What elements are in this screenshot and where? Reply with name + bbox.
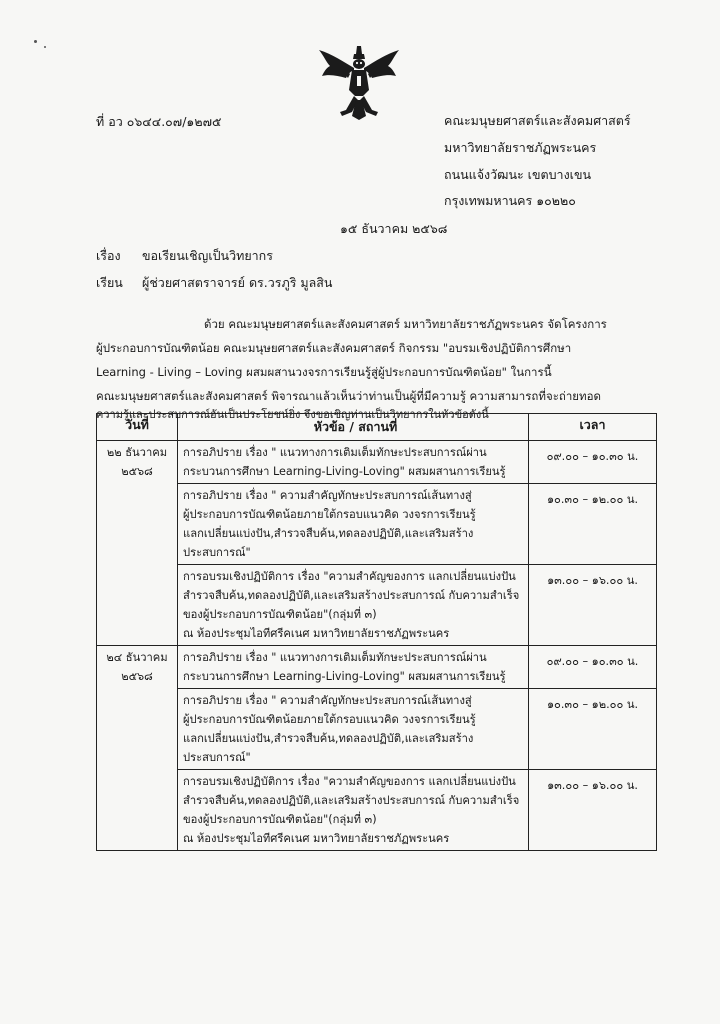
time-value: ๑๓.๐๐ – ๑๖.๐๐ น.: [547, 779, 638, 792]
date-day: ๒๔ ธันวาคม: [106, 651, 168, 664]
body-line: ผู้ประกอบการบัณฑิตน้อย คณะมนุษยศาสตร์และสังคมศาสตร์ กิจกรรม "อบรมเชิงปฏิบัติการศึกษา: [96, 341, 572, 355]
column-header-topic: หัวข้อ / สถานที่: [178, 414, 529, 441]
topic-line: การอภิปราย เรื่อง " ความสำคัญทักษะประสบการณ์เส้นทางสู่: [183, 694, 472, 707]
time-value: ๑๐.๓๐ – ๑๒.๐๐ น.: [546, 493, 639, 506]
letter-date: ๑๕ ธันวาคม ๒๕๖๘: [340, 221, 448, 236]
time-cell: [529, 689, 657, 770]
topic-line: สำรวจสืบค้น,ทดลองปฏิบัติ,และเสริมสร้างประสบการณ์ กับความสำเร็จ: [183, 794, 520, 807]
table-row: [97, 441, 657, 484]
topic-line: การอบรมเชิงปฏิบัติการ เรื่อง "ความสำคัญของการ แลกเปลี่ยนแบ่งปัน: [183, 775, 516, 788]
topic-line: กระบวนการศึกษา Learning-Living-Loving" ผสมผสานการเรียนรู้: [183, 465, 506, 478]
topic-line: การอภิปราย เรื่อง " แนวทางการเติมเต็มทักษะประสบการณ์ผ่าน: [183, 446, 487, 459]
topic-line: การอภิปราย เรื่อง " ความสำคัญทักษะประสบการณ์เส้นทางสู่: [183, 489, 472, 502]
topic-line: ณ ห้องประชุมไอทีศรีคเนศ มหาวิทยาลัยราชภัฏพระนคร: [183, 627, 450, 640]
recipient-name: ผู้ช่วยศาสตราจารย์ ดร.วรภูริ มูลสิน: [142, 275, 333, 290]
column-header-time: เวลา: [529, 414, 657, 441]
time-value: ๑๓.๐๐ – ๑๖.๐๐ น.: [547, 574, 638, 587]
subject-text: ขอเรียนเชิญเป็นวิทยากร: [142, 248, 273, 263]
date-cell: [97, 441, 178, 646]
time-cell: [529, 770, 657, 851]
topic-cell: [178, 770, 529, 851]
date-year: ๒๕๖๘: [121, 465, 153, 478]
topic-line: การอภิปราย เรื่อง " แนวทางการเติมเต็มทักษะประสบการณ์ผ่าน: [183, 651, 487, 664]
topic-line: ของผู้ประกอบการบัณฑิตน้อย"(กลุ่มที่ ๓): [183, 813, 377, 826]
topic-cell: [178, 565, 529, 646]
sender-address-line: คณะมนุษยศาสตร์และสังคมศาสตร์: [444, 113, 631, 128]
time-cell: [529, 484, 657, 565]
sender-address-line: มหาวิทยาลัยราชภัฏพระนคร: [444, 140, 597, 155]
topic-line: ผู้ประกอบการบัณฑิตน้อยภายใต้กรอบแนวคิด วงจรการเรียนรู้: [183, 713, 476, 726]
schedule-table: [96, 413, 657, 851]
topic-line: ณ ห้องประชุมไอทีศรีคเนศ มหาวิทยาลัยราชภัฏพระนคร: [183, 832, 450, 845]
time-value: ๑๐.๓๐ – ๑๒.๐๐ น.: [546, 698, 639, 711]
topic-line: ผู้ประกอบการบัณฑิตน้อยภายใต้กรอบแนวคิด วงจรการเรียนรู้: [183, 508, 476, 521]
topic-line: ของผู้ประกอบการบัณฑิตน้อย"(กลุ่มที่ ๓): [183, 608, 377, 621]
sender-address-line: กรุงเทพมหานคร ๑๐๒๒๐: [444, 193, 576, 208]
topic-cell: [178, 646, 529, 689]
column-header-date: วันที่: [97, 414, 178, 441]
topic-line: กระบวนการศึกษา Learning-Living-Loving" ผสมผสานการเรียนรู้: [183, 670, 506, 683]
topic-line: การอบรมเชิงปฏิบัติการ เรื่อง "ความสำคัญของการ แลกเปลี่ยนแบ่งปัน: [183, 570, 516, 583]
reference-number: ที่ อว ๐๖๔๔.๐๗/๑๒๗๕: [96, 114, 222, 129]
body-line: ด้วย คณะมนุษยศาสตร์และสังคมศาสตร์ มหาวิทยาลัยราชภัฏพระนคร จัดโครงการ: [204, 317, 607, 331]
body-line: คณะมนุษยศาสตร์และสังคมศาสตร์ พิจารณาแล้วเห็นว่าท่านเป็นผู้ที่มีความรู้ ความสามารถที่จะถ่ายทอด: [96, 389, 601, 403]
topic-cell: [178, 484, 529, 565]
time-cell: [529, 646, 657, 689]
table-row: [97, 689, 657, 770]
date-cell: [97, 646, 178, 851]
date-year: ๒๕๖๘: [121, 670, 153, 683]
body-line: Learning - Living – Loving ผสมผสานวงจรการเรียนรู้สู่ผู้ประกอบการบัณฑิตน้อย" ในการนี้: [96, 365, 552, 379]
time-cell: [529, 441, 657, 484]
date-day: ๒๒ ธันวาคม: [106, 446, 168, 459]
table-row: [97, 646, 657, 689]
topic-cell: [178, 689, 529, 770]
topic-line: ประสบการณ์": [183, 546, 251, 559]
scan-speck: [44, 46, 46, 48]
topic-line: แลกเปลี่ยนแบ่งปัน,สำรวจสืบค้น,ทดลองปฏิบัติ,และเสริมสร้าง: [183, 527, 474, 540]
body-line: ความรู้และประสบการณ์อันเป็นประโยชน์ยิ่ง จึงขอเชิญท่านเป็นวิทยากรในหัวข้อดังนี้: [96, 408, 489, 421]
topic-line: สำรวจสืบค้น,ทดลองปฏิบัติ,และเสริมสร้างประสบการณ์ กับความสำเร็จ: [183, 589, 520, 602]
time-cell: [529, 565, 657, 646]
sender-address-line: ถนนแจ้งวัฒนะ เขตบางเขน: [444, 167, 592, 182]
scan-speck: [34, 40, 37, 43]
time-value: ๐๙.๐๐ – ๑๐.๓๐ น.: [546, 655, 639, 668]
recipient-label: เรียน: [96, 275, 123, 290]
topic-cell: [178, 441, 529, 484]
subject-label: เรื่อง: [96, 248, 121, 263]
topic-line: ประสบการณ์": [183, 751, 251, 764]
table-row: [97, 565, 657, 646]
table-header-row: [97, 414, 657, 441]
garuda-emblem: [316, 44, 402, 122]
table-row: [97, 770, 657, 851]
table-row: [97, 484, 657, 565]
topic-line: แลกเปลี่ยนแบ่งปัน,สำรวจสืบค้น,ทดลองปฏิบัติ,และเสริมสร้าง: [183, 732, 474, 745]
time-value: ๐๙.๐๐ – ๑๐.๓๐ น.: [546, 450, 639, 463]
